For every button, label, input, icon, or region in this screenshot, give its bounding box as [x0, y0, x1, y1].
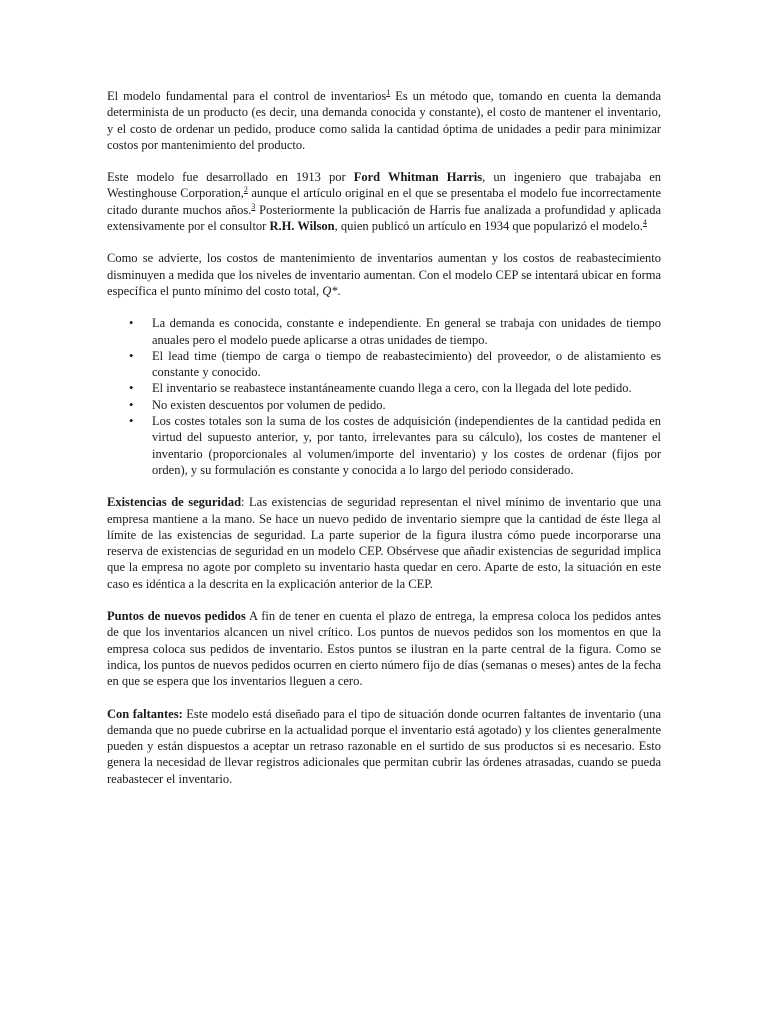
link-demanda-determinista[interactable]: demanda determinista [107, 89, 661, 120]
intro-paragraph [107, 88, 661, 153]
reference-link-1[interactable]: 1 [386, 87, 391, 97]
text-run: Este modelo está diseñado para el tipo de situación donde ocurren faltantes de inventario (una demanda que no puede cubrirse en la actualidad porque el inventario está agotado) y los clientes generalmente pueden y están dispuestos a aceptar un retraso razonable en el surtido de sus productos si es necesario. Esto genera la necesidad de llevar registros adicionales que permitan cubrir las órdenes atrasadas, cuando se pueda reabastecer el inventario. [107, 706, 661, 786]
section-heading-safety-stock: Existencias de seguridad [107, 495, 242, 510]
list-item [107, 315, 661, 348]
history-paragraph [107, 169, 661, 234]
bullet-icon: • [129, 414, 134, 429]
text-run: , quien publicó un artículo en 1934 que popularizó el modelo. [334, 219, 643, 234]
section-heading-reorder-points: Puntos de nuevos pedidos [107, 609, 246, 624]
bold-name-harris: Ford Whitman Harris [353, 170, 483, 185]
text-run: aunque el artículo original en el que se presentaba el modelo fue incorrectamente citado durante muchos años. [107, 186, 661, 217]
section-heading-shortages: Con faltantes: [107, 706, 183, 721]
text-run: Posteriormente la publicación de Harris fue analizada a profundidad y aplicada extensivamente por el consultor [107, 202, 661, 234]
text-run: : Las existencias de seguridad representan el nivel mínimo de inventario que una empresa mantiene a la mano. Se hace un nuevo pedido de inventario siempre que la cantidad de éste llega al límite de las existencias de seguridad. La parte superior de la figura ilustra cómo puede incorporarse una reserva de existencias de seguridad en un modelo CEP. Obsérvese que añadir existencias de seguridad implica que la empresa no agote por completo su inventario hasta quedar en cero. Aparte de esto, la situación en este caso es idéntica a la descrita en la explicación anterior de la CEP. [107, 495, 662, 591]
link-inventarios[interactable]: inventarios [330, 89, 387, 103]
list-item-text: La demanda es conocida, constante e independiente. En general se trabaja con unidades de tiempo anuales pero el modelo puede aplicarse a otras unidades de tiempo. [152, 316, 661, 347]
bold-name-wilson: R.H. Wilson [269, 219, 335, 234]
q-star-symbol: Q* [322, 283, 338, 298]
text-run: fundamental para el control de [160, 89, 331, 103]
text-run: Como se advierte, los costos de mantenimiento de inventarios aumentan y los costos de reabastecimiento disminuyen a medida que los niveles de inventario aumentan. Con el modelo CEP se intentará ubicar en forma específica el punto mínimo del costo total, [107, 251, 661, 298]
bullet-icon: • [129, 381, 134, 396]
list-item-text: El lead time (tiempo de carga o tiempo de reabastecimiento) del proveedor, o de alistamiento es constante y conocido. [152, 348, 661, 380]
text-run: , un ingeniero que trabajaba en [482, 170, 661, 185]
reorder-points-paragraph [107, 608, 661, 689]
list-item [107, 397, 661, 413]
bullet-icon: • [129, 316, 134, 331]
text-run: Este modelo fue desarrollado en 1913 por [107, 170, 354, 185]
list-item-text: Los costes totales son la suma de los costes de adquisición (independientes de la cantidad pedida en virtud del supuesto anterior, y, por tanto, irrelevantes para su cálculo), los costes de mantener el inventario (proporcionales al volumen/importe del inventario) y los costes de ordenar (fijos por orden), y su formulación es constante y conocida a lo largo del periodo considerado. [152, 414, 661, 477]
reference-link-4[interactable]: 4 [642, 217, 647, 227]
list-item-text: El inventario se reabastece instantáneamente cuando llega a cero, con la llegada del lote pedido. [152, 381, 632, 396]
text-run: de un producto (es decir, una demanda conocida y constante), el costo de mantener el inventario, y el costo de ordenar un pedido, produce como salida la cantidad óptima de unidades a pedir para minimizar costos por mantenimiento del producto. [107, 105, 661, 152]
reference-link-3[interactable]: 3 [251, 201, 256, 211]
bullet-icon: • [129, 397, 134, 412]
text-run: , [240, 186, 244, 201]
text-run: El [107, 89, 124, 103]
bullet-icon: • [129, 348, 134, 363]
link-modelo[interactable]: modelo [123, 89, 161, 103]
text-run: Es un método que, tomando en cuenta la [390, 89, 616, 103]
text-run: A fin de tener en cuenta el plazo de entrega, la empresa coloca los pedidos antes de que los inventarios alcancen un nivel crítico. Los puntos de nuevos pedidos son los momentos en que la empresa coloca sus pedidos de inventario. Estos puntos se ilustran en la parte central de la figura. Como se indica, los puntos de nuevos pedidos ocurren en cierto número fijo de días (semanas o meses) antes de la fecha en que se espera que los inventarios lleguen a cero. [107, 609, 661, 689]
safety-stock-paragraph [107, 494, 661, 592]
link-westinghouse[interactable]: Westinghouse Corporation [107, 186, 241, 201]
document-body [107, 88, 661, 803]
cost-paragraph [107, 250, 661, 299]
reference-link-2[interactable]: 2 [243, 185, 248, 195]
shortages-paragraph [107, 706, 661, 787]
assumptions-list [107, 315, 661, 478]
list-item-text: No existen descuentos por volumen de pedido. [152, 397, 386, 412]
list-item [107, 348, 661, 381]
list-item [107, 413, 661, 478]
list-item [107, 380, 661, 396]
text-run: . [337, 283, 341, 298]
